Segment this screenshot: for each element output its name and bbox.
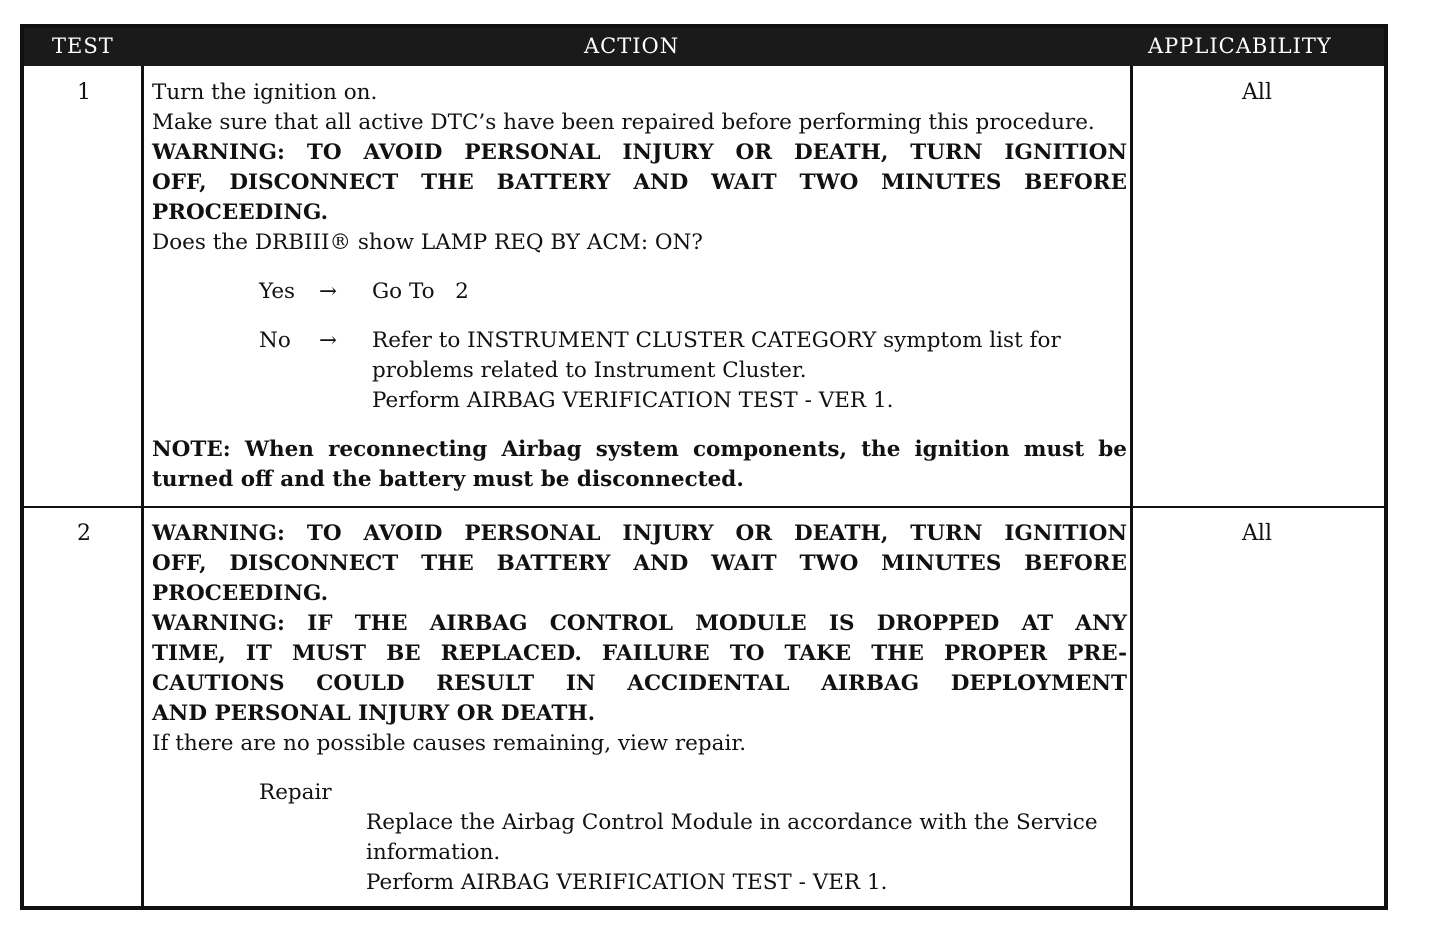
row2-action <box>152 519 1127 898</box>
column-divider-test <box>141 66 144 906</box>
repair-text: Perform AIRBAG VERIFICATION TEST - VER 1. <box>366 870 888 895</box>
no-text: Refer to INSTRUMENT CLUSTER CATEGORY symptom list for <box>372 328 1061 353</box>
row1-note-line: turned off and the battery must be disconnected. <box>152 467 744 492</box>
row1-test-number: 1 <box>77 80 91 105</box>
header-test: TEST <box>52 34 114 58</box>
repair-label: Repair <box>259 780 332 805</box>
row1-applicability: All <box>1242 80 1272 105</box>
row2-warning2-line: CAUTIONS COULD RESULT IN ACCIDENTAL AIRBAG DEPLOYMENT <box>152 671 1127 696</box>
row2-warning1-line: OFF, DISCONNECT THE BATTERY AND WAIT TWO MINUTES BEFORE <box>152 551 1127 576</box>
header-applicability: APPLICABILITY <box>1148 34 1332 58</box>
row1-warning-line: PROCEEDING. <box>152 200 329 225</box>
table-header <box>24 28 1384 66</box>
repair-text: information. <box>366 840 501 865</box>
row1-warning-line: WARNING: TO AVOID PERSONAL INJURY OR DEATH, TURN IGNITION <box>152 140 1127 165</box>
no-label: No <box>259 328 291 353</box>
header-action: ACTION <box>584 34 680 58</box>
no-text: Perform AIRBAG VERIFICATION TEST - VER 1. <box>372 388 894 413</box>
row2-test-number: 2 <box>77 521 91 546</box>
arrow-icon: → <box>319 328 338 353</box>
row2-warning1-line: WARNING: TO AVOID PERSONAL INJURY OR DEATH, TURN IGNITION <box>152 521 1127 546</box>
arrow-icon: → <box>319 279 338 304</box>
row2-warning2-line: WARNING: IF THE AIRBAG CONTROL MODULE IS DROPPED AT ANY <box>152 611 1127 636</box>
row2-warning2-line: TIME, IT MUST BE REPLACED. FAILURE TO TAKE THE PROPER PRE- <box>152 641 1127 666</box>
row-divider <box>24 506 1384 508</box>
row2-repair <box>152 778 1127 808</box>
row1-answer-yes <box>152 277 1127 307</box>
row2-text: If there are no possible causes remaining, view repair. <box>152 731 747 756</box>
yes-label: Yes <box>259 279 296 304</box>
diagnostic-table <box>20 24 1388 910</box>
yes-goto: Go To 2 <box>372 279 469 304</box>
row1-answer-no <box>152 326 1127 356</box>
repair-text: Replace the Airbag Control Module in accordance with the Service <box>366 810 1098 835</box>
row1-question: Does the DRBIII® show LAMP REQ BY ACM: ON? <box>152 230 703 255</box>
row2-warning1-line: PROCEEDING. <box>152 581 329 606</box>
row1-step: Turn the ignition on. <box>152 80 378 105</box>
row1-note-line: NOTE: When reconnecting Airbag system components, the ignition must be <box>152 437 1127 462</box>
row2-applicability: All <box>1242 521 1272 546</box>
row1-action <box>152 78 1127 495</box>
no-text: problems related to Instrument Cluster. <box>372 358 807 383</box>
row2-warning2-line: AND PERSONAL INJURY OR DEATH. <box>152 701 596 726</box>
row1-warning-line: OFF, DISCONNECT THE BATTERY AND WAIT TWO MINUTES BEFORE <box>152 170 1127 195</box>
row1-step: Make sure that all active DTC’s have been repaired before performing this procedure. <box>152 110 1095 135</box>
column-divider-action <box>1130 66 1133 906</box>
